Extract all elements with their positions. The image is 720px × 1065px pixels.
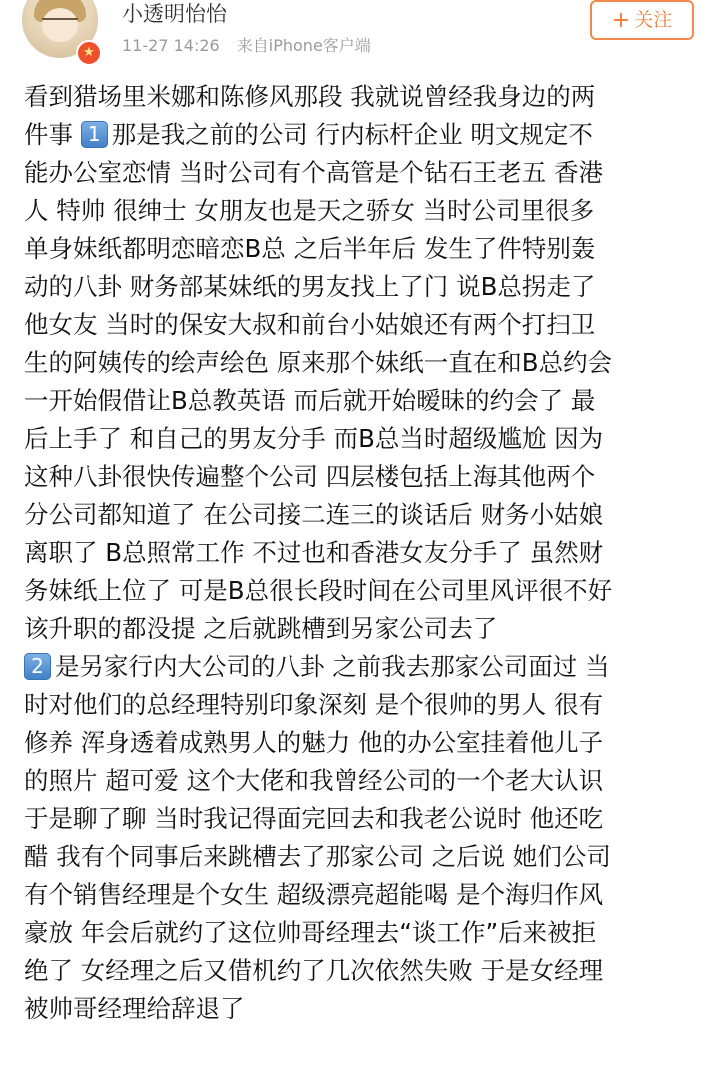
post-time: 11-27 14:26 (122, 36, 220, 55)
follow-label: 关注 (634, 9, 673, 31)
post-line: 醋 我有个同事后来跳槽去了那家公司 之后说 她们公司 (24, 842, 611, 871)
post-source: 来自iPhone客户端 (236, 36, 371, 55)
post-line (24, 648, 704, 686)
post-line: 修养 浑身透着成熟男人的魅力 他的办公室挂着他儿子 (24, 728, 604, 757)
post-line: 的照片 超可爱 这个大佬和我曾经公司的一个老大认识 (24, 766, 604, 795)
post-line: 人 特帅 很绅士 女朋友也是天之骄女 当时公司里很多 (24, 196, 595, 225)
post-line: 能办公室恋情 当时公司有个高管是个钻石王老五 香港 (24, 158, 604, 187)
post-line: 看到猎场里米娜和陈修风那段 我就说曾经我身边的两 (24, 82, 596, 111)
post-line: 分公司都知道了 在公司接二连三的谈话后 财务小姑娘 (24, 500, 604, 529)
post-line: 务妹纸上位了 可是B总很长段时间在公司里风评很不好 (24, 576, 613, 605)
post-line-text: 那是我之前的公司 行内标杆企业 明文规定不 (111, 120, 593, 149)
post-line: 该升职的都没提 之后就跳槽到另家公司去了 (24, 614, 498, 643)
post-line: 有个销售经理是个女生 超级漂亮超能喝 是个海归作风 (24, 880, 604, 909)
post-line: 生的阿姨传的绘声绘色 原来那个妹纸一直在和B总约会 (24, 348, 613, 377)
post-header (0, 0, 720, 78)
keycap-number-icon: 1 (81, 121, 108, 148)
post-line: 绝了 女经理之后又借机约了几次依然失败 于是女经理 (24, 956, 604, 985)
post-line: 被帅哥经理给辞退了 (24, 994, 245, 1023)
post-line: 他女友 当时的保安大叔和前台小姑娘还有两个打扫卫 (24, 310, 596, 339)
post-line: 豪放 年会后就约了这位帅哥经理去“谈工作”后来被拒 (24, 918, 597, 947)
post-line (24, 116, 704, 154)
keycap-number-icon: 2 (24, 653, 51, 680)
post-line: 后上手了 和自己的男友分手 而B总当时超级尴尬 因为 (24, 424, 604, 453)
post-line: 这种八卦很快传遍整个公司 四层楼包括上海其他两个 (24, 462, 596, 491)
avatar-glasses (42, 18, 78, 30)
post-line: 于是聊了聊 当时我记得面完回去和我老公说时 他还吃 (24, 804, 604, 833)
post-line: 一开始假借让B总教英语 而后就开始暧昧的约会了 最 (24, 386, 596, 415)
post-body (24, 78, 704, 1065)
post-line: 单身妹纸都明恋暗恋B总 之后半年后 发生了件特别轰 (24, 234, 596, 263)
post-meta (122, 33, 371, 56)
username[interactable]: 小透明怡怡 (122, 2, 227, 26)
post-line: 动的八卦 财务部某妹纸的男友找上了门 说B总拐走了 (24, 272, 596, 301)
plus-icon: + (611, 8, 631, 33)
post-line: 离职了 B总照常工作 不过也和香港女友分手了 虽然财 (24, 538, 604, 567)
post-line-text: 是另家行内大公司的八卦 之前我去那家公司面过 当 (55, 652, 610, 681)
post-line: 时对他们的总经理特别印象深刻 是个很帅的男人 很有 (24, 690, 604, 719)
follow-button[interactable] (590, 0, 694, 40)
post-line-text: 件事 (24, 120, 81, 149)
vip-badge-icon: ★ (76, 40, 102, 66)
